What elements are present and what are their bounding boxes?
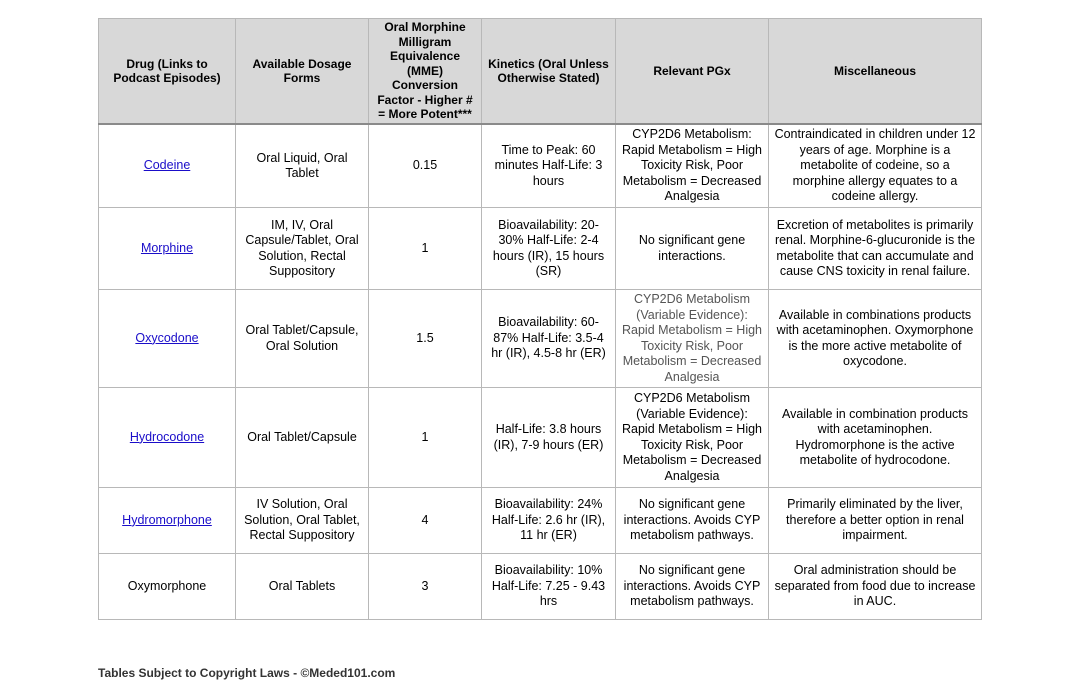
drug-cell bbox=[99, 208, 236, 290]
forms-cell: Oral Tablet/Capsule bbox=[236, 388, 369, 488]
opioid-comparison-table bbox=[98, 18, 982, 620]
kinetics-cell: Time to Peak: 60 minutes Half-Life: 3 hours bbox=[482, 124, 616, 208]
header-pgx: Relevant PGx bbox=[616, 19, 769, 125]
kinetics-cell: Bioavailability: 60-87% Half-Life: 3.5-4 hr (IR), 4.5-8 hr (ER) bbox=[482, 290, 616, 388]
pgx-cell: No significant gene interactions. Avoids CYP metabolism pathways. bbox=[616, 488, 769, 554]
table-row bbox=[99, 388, 982, 488]
mme-cell: 3 bbox=[369, 554, 482, 620]
drug-link-hydromorphone[interactable]: Hydromorphone bbox=[122, 512, 212, 527]
kinetics-cell: Bioavailability: 10% Half-Life: 7.25 - 9.43 hrs bbox=[482, 554, 616, 620]
header-dosage-forms: Available Dosage Forms bbox=[236, 19, 369, 125]
drug-cell bbox=[99, 124, 236, 208]
table-header-row bbox=[99, 19, 982, 125]
mme-cell: 4 bbox=[369, 488, 482, 554]
forms-cell: IV Solution, Oral Solution, Oral Tablet, Rectal Suppository bbox=[236, 488, 369, 554]
forms-cell: Oral Tablets bbox=[236, 554, 369, 620]
mme-cell: 1 bbox=[369, 208, 482, 290]
header-kinetics: Kinetics (Oral Unless Otherwise Stated) bbox=[482, 19, 616, 125]
pgx-cell: CYP2D6 Metabolism: Rapid Metabolism = High Toxicity Risk, Poor Metabolism = Decreased Analgesia bbox=[616, 124, 769, 208]
drug-link-morphine[interactable]: Morphine bbox=[140, 240, 194, 255]
kinetics-cell: Bioavailability: 24% Half-Life: 2.6 hr (IR), 11 hr (ER) bbox=[482, 488, 616, 554]
misc-cell: Available in combination products with acetaminophen. Hydromorphone is the active metabolite of hydrocodone. bbox=[769, 388, 982, 488]
table-row bbox=[99, 488, 982, 554]
pgx-cell: CYP2D6 Metabolism (Variable Evidence): Rapid Metabolism = High Toxicity Risk, Poor Metabolism = Decreased Analgesia bbox=[616, 290, 769, 388]
drug-link-oxycodone[interactable]: Oxycodone bbox=[135, 330, 199, 345]
pgx-cell: CYP2D6 Metabolism (Variable Evidence): Rapid Metabolism = High Toxicity Risk, Poor Metabolism = Decreased Analgesia bbox=[616, 388, 769, 488]
misc-cell: Primarily eliminated by the liver, therefore a better option in renal impairment. bbox=[769, 488, 982, 554]
drug-cell-oxymorphone: Oxymorphone bbox=[99, 554, 236, 620]
drug-cell bbox=[99, 388, 236, 488]
mme-cell: 0.15 bbox=[369, 124, 482, 208]
forms-cell: Oral Tablet/Capsule, Oral Solution bbox=[236, 290, 369, 388]
drug-link-codeine[interactable]: Codeine bbox=[143, 158, 191, 173]
table-row bbox=[99, 290, 982, 388]
table-row bbox=[99, 208, 982, 290]
table-row bbox=[99, 554, 982, 620]
kinetics-cell: Bioavailability: 20-30% Half-Life: 2-4 hours (IR), 15 hours (SR) bbox=[482, 208, 616, 290]
misc-cell: Oral administration should be separated from food due to increase in AUC. bbox=[769, 554, 982, 620]
forms-cell: IM, IV, Oral Capsule/Tablet, Oral Solution, Rectal Suppository bbox=[236, 208, 369, 290]
misc-cell: Available in combinations products with acetaminophen. Oxymorphone is the more active metabolite of oxycodone. bbox=[769, 290, 982, 388]
table-row bbox=[99, 124, 982, 208]
drug-cell bbox=[99, 488, 236, 554]
mme-cell: 1 bbox=[369, 388, 482, 488]
kinetics-cell: Half-Life: 3.8 hours (IR), 7-9 hours (ER) bbox=[482, 388, 616, 488]
header-miscellaneous: Miscellaneous bbox=[769, 19, 982, 125]
mme-cell: 1.5 bbox=[369, 290, 482, 388]
drug-link-hydrocodone[interactable]: Hydrocodone bbox=[129, 429, 205, 444]
drug-cell bbox=[99, 290, 236, 388]
header-drug: Drug (Links to Podcast Episodes) bbox=[99, 19, 236, 125]
pgx-cell: No significant gene interactions. Avoids CYP metabolism pathways. bbox=[616, 554, 769, 620]
misc-cell: Contraindicated in children under 12 years of age. Morphine is a metabolite of codeine, so a morphine allergy equates to a codeine allergy. bbox=[769, 124, 982, 208]
misc-cell: Excretion of metabolites is primarily renal. Morphine-6-glucuronide is the metabolite that can accumulate and cause CNS toxicity in renal failure. bbox=[769, 208, 982, 290]
header-mme: Oral Morphine Milligram Equivalence (MME) Conversion Factor - Higher # = More Potent*** bbox=[369, 19, 482, 125]
pgx-cell: No significant gene interactions. bbox=[616, 208, 769, 290]
copyright-footer: Tables Subject to Copyright Laws - ©Meded101.com bbox=[98, 666, 396, 680]
forms-cell: Oral Liquid, Oral Tablet bbox=[236, 124, 369, 208]
